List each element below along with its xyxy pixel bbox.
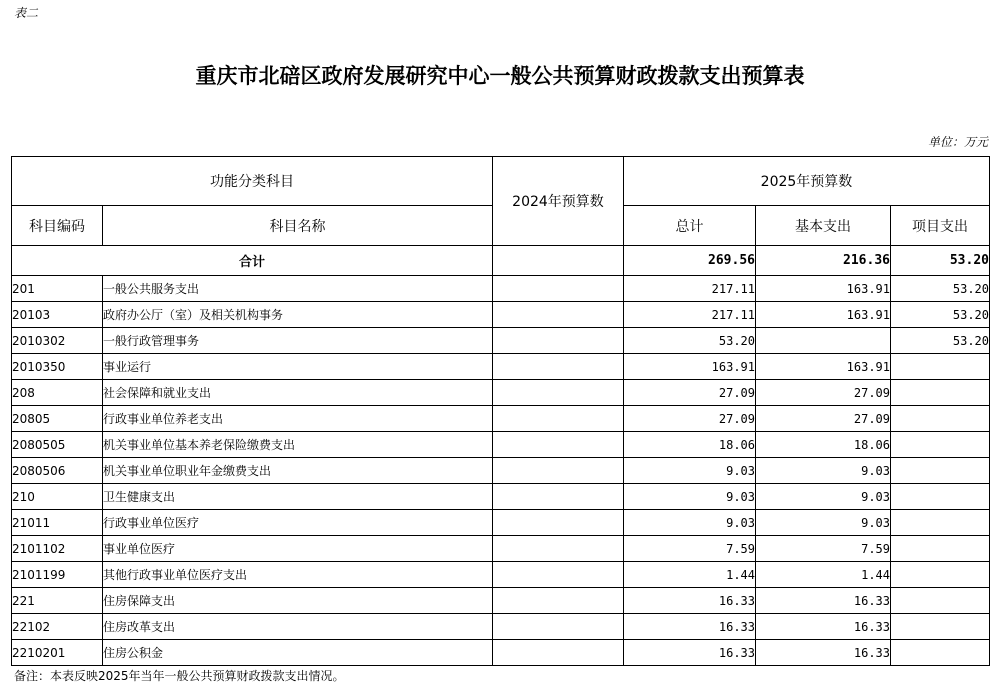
row-total: 53.20	[624, 328, 756, 354]
row-project	[891, 432, 990, 458]
row-basic: 7.59	[756, 536, 891, 562]
row-total: 18.06	[624, 432, 756, 458]
row-name: 卫生健康支出	[103, 484, 493, 510]
row-prev	[493, 640, 624, 666]
budget-table	[11, 156, 990, 666]
row-basic: 163.91	[756, 276, 891, 302]
header-cur-year: 2025年预算数	[624, 157, 990, 206]
table-row	[12, 588, 990, 614]
row-prev	[493, 328, 624, 354]
row-total: 16.33	[624, 588, 756, 614]
page-title: 重庆市北碚区政府发展研究中心一般公共预算财政拨款支出预算表	[195, 63, 805, 88]
row-project	[891, 562, 990, 588]
row-project	[891, 536, 990, 562]
row-project	[891, 380, 990, 406]
row-project	[891, 640, 990, 666]
row-name: 住房改革支出	[103, 614, 493, 640]
row-name: 一般公共服务支出	[103, 276, 493, 302]
row-project	[891, 354, 990, 380]
total-prev	[493, 246, 624, 276]
table-row	[12, 276, 990, 302]
row-basic: 9.03	[756, 458, 891, 484]
row-total: 163.91	[624, 354, 756, 380]
total-row	[12, 246, 990, 276]
row-total: 217.11	[624, 276, 756, 302]
row-prev	[493, 406, 624, 432]
row-prev	[493, 432, 624, 458]
row-basic: 16.33	[756, 614, 891, 640]
row-prev	[493, 380, 624, 406]
row-basic: 18.06	[756, 432, 891, 458]
row-code: 221	[12, 588, 103, 614]
row-name: 事业运行	[103, 354, 493, 380]
row-code: 2210201	[12, 640, 103, 666]
row-basic: 9.03	[756, 510, 891, 536]
row-code: 201	[12, 276, 103, 302]
row-prev	[493, 614, 624, 640]
table-row	[12, 562, 990, 588]
row-name: 社会保障和就业支出	[103, 380, 493, 406]
table-row	[12, 406, 990, 432]
table-row	[12, 536, 990, 562]
row-project	[891, 510, 990, 536]
row-prev	[493, 536, 624, 562]
table-row	[12, 458, 990, 484]
row-name: 机关事业单位基本养老保险缴费支出	[103, 432, 493, 458]
row-code: 2010302	[12, 328, 103, 354]
row-name: 行政事业单位养老支出	[103, 406, 493, 432]
row-total: 9.03	[624, 458, 756, 484]
row-total: 9.03	[624, 510, 756, 536]
row-total: 16.33	[624, 614, 756, 640]
row-prev	[493, 302, 624, 328]
total-basic: 216.36	[756, 246, 891, 276]
row-total: 217.11	[624, 302, 756, 328]
table-row	[12, 640, 990, 666]
row-project	[891, 458, 990, 484]
row-name: 其他行政事业单位医疗支出	[103, 562, 493, 588]
row-code: 20103	[12, 302, 103, 328]
row-code: 2101102	[12, 536, 103, 562]
row-project	[891, 406, 990, 432]
row-basic: 9.03	[756, 484, 891, 510]
header-total: 总计	[624, 206, 756, 246]
row-project	[891, 588, 990, 614]
row-total: 9.03	[624, 484, 756, 510]
row-name: 政府办公厅（室）及相关机构事务	[103, 302, 493, 328]
header-name: 科目名称	[103, 206, 493, 246]
row-total: 27.09	[624, 406, 756, 432]
row-basic: 1.44	[756, 562, 891, 588]
row-basic	[756, 328, 891, 354]
row-code: 2010350	[12, 354, 103, 380]
row-code: 210	[12, 484, 103, 510]
row-name: 住房公积金	[103, 640, 493, 666]
row-name: 一般行政管理事务	[103, 328, 493, 354]
header-code: 科目编码	[12, 206, 103, 246]
row-project: 53.20	[891, 302, 990, 328]
row-code: 2080505	[12, 432, 103, 458]
total-project: 53.20	[891, 246, 990, 276]
table-row	[12, 302, 990, 328]
row-project: 53.20	[891, 276, 990, 302]
row-basic: 16.33	[756, 588, 891, 614]
row-project: 53.20	[891, 328, 990, 354]
row-project	[891, 484, 990, 510]
row-code: 21011	[12, 510, 103, 536]
row-prev	[493, 276, 624, 302]
header-project: 项目支出	[891, 206, 990, 246]
row-name: 机关事业单位职业年金缴费支出	[103, 458, 493, 484]
row-prev	[493, 562, 624, 588]
row-code: 20805	[12, 406, 103, 432]
table-row	[12, 484, 990, 510]
table-row	[12, 380, 990, 406]
row-prev	[493, 458, 624, 484]
row-total: 27.09	[624, 380, 756, 406]
row-prev	[493, 510, 624, 536]
row-name: 住房保障支出	[103, 588, 493, 614]
header-prev-year: 2024年预算数	[493, 157, 624, 246]
header-category: 功能分类科目	[12, 157, 493, 206]
row-code: 22102	[12, 614, 103, 640]
row-total: 1.44	[624, 562, 756, 588]
row-basic: 27.09	[756, 380, 891, 406]
document-tag: 表二	[14, 6, 39, 20]
row-prev	[493, 588, 624, 614]
table-row	[12, 328, 990, 354]
table-row	[12, 510, 990, 536]
row-prev	[493, 484, 624, 510]
row-basic: 163.91	[756, 302, 891, 328]
row-basic: 16.33	[756, 640, 891, 666]
table-row	[12, 432, 990, 458]
table-row	[12, 614, 990, 640]
footnote: 备注：本表反映2025年当年一般公共预算财政拨款支出情况。	[14, 669, 345, 683]
row-total: 7.59	[624, 536, 756, 562]
row-code: 2080506	[12, 458, 103, 484]
row-code: 2101199	[12, 562, 103, 588]
total-total: 269.56	[624, 246, 756, 276]
row-prev	[493, 354, 624, 380]
row-basic: 27.09	[756, 406, 891, 432]
row-name: 事业单位医疗	[103, 536, 493, 562]
row-basic: 163.91	[756, 354, 891, 380]
unit-label: 单位：万元	[927, 135, 988, 149]
row-code: 208	[12, 380, 103, 406]
header-basic: 基本支出	[756, 206, 891, 246]
table-row	[12, 354, 990, 380]
row-project	[891, 614, 990, 640]
row-name: 行政事业单位医疗	[103, 510, 493, 536]
total-label: 合计	[12, 246, 493, 276]
row-total: 16.33	[624, 640, 756, 666]
